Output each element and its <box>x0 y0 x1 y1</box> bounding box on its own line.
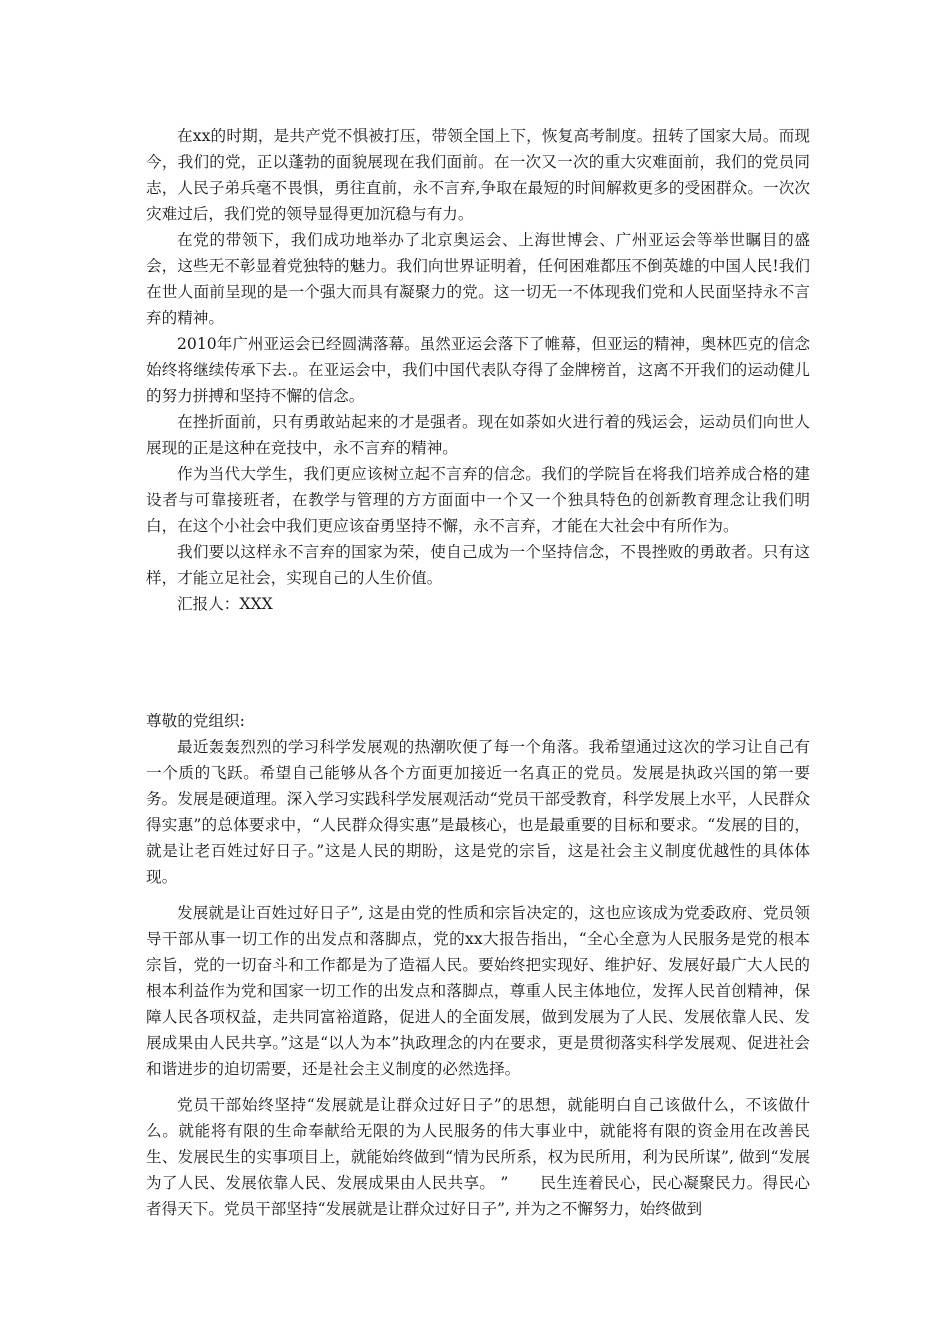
report-two <box>146 708 810 1222</box>
report-one-paragraph: 我们要以这样永不言弃的国家为荣，使自己成为一个坚持信念，不畏挫败的勇敢者。只有这样，才能立足社会，实现自己的人生价值。 <box>146 543 810 587</box>
report-one <box>146 123 810 617</box>
report-one-paragraph: 在挫折面前，只有勇敢站起来的才是强者。现在如荼如火进行着的残运会，运动员们向世人展现的正是这种在竞技中，永不言弃的精神。 <box>146 413 810 457</box>
salutation: 尊敬的党组织: <box>146 712 245 730</box>
report-two-paragraph: 最近轰轰烈烈的学习科学发展观的热潮吹便了每一个角落。我希望通过这次的学习让自己有一个质的飞跃。希望自己能够从各个方面更加接近一名真正的党员。发展是执政兴国的第一要务。发展是硬道理。深入学习实践科学发展观活动“党员干部受教育，科学发展上水平，人民群众得实惠”的总体要求中，“人民群众得实惠”是最核心，也是最重要的目标和要求。“发展的目的，就是让老百姓过好日子。”这是人民的期盼，这是党的宗旨，这是社会主义制度优越性的具体体现。 <box>146 738 810 886</box>
report-two-paragraph: 发展就是让百姓过好日子”, 这是由党的性质和宗旨决定的，这也应该成为党委政府、党员领导干部从事一切工作的出发点和落脚点，党的xx大报告指出，“全心全意为人民服务是党的根本宗旨，党的一切奋斗和工作都是为了造福人民。要始终把实现好、维护好、发展好最广大人民的根本利益作为党和国家一切工作的出发点和落脚点，尊重人民主体地位，发挥人民首创精神，保障人民各项权益，走共同富裕道路，促进人的全面发展，做到发展为了人民、发展依靠人民、发展成果由人民共享。”这是“以人为本”执政理念的内在要求，更是贯彻落实科学发展观、促进社会和谐进步的迫切需要，还是社会主义制度的必然选择。 <box>146 904 810 1078</box>
report-one-paragraph: 在xx的时期，是共产党不惧被打压，带领全国上下，恢复高考制度。扭转了国家大局。而现今，我们的党，正以蓬勃的面貌展现在我们面前。在一次又一次的重大灾难面前，我们的党员同志，人民子弟兵毫不畏惧，勇往直前，永不言弃,争取在最短的时间解救更多的受困群众。一次次灾难过后，我们党的领导显得更加沉稳与有力。 <box>146 127 810 223</box>
report-one-paragraph: 2010年广州亚运会已经圆满落幕。虽然亚运会落下了帷幕，但亚运的精神，奥林匹克的信念始终将继续传承下去.。在亚运会中，我们中国代表队夺得了金牌榜首，这离不开我们的运动健儿的努力拼搏和坚持不懈的信念。 <box>146 335 810 405</box>
report-two-paragraph: 党员干部始终坚持“发展就是让群众过好日子”的思想，就能明白自己该做什么，不该做什么。就能将有限的生命奉献给无限的为人民服务的伟大事业中，就能将有限的资金用在改善民生、发展民生的实事项目上，就能始终做到“情为民所系，权为民所用，利为民所谋”, 做到“发展为了人民、发展依靠人民、发展成果由人民共享。 ” 民生连着民心，民心凝聚民力。得民心者得天下。党员干部坚持“发展就是让群众过好日子”, 并为之不懈努力，始终做到 <box>146 1096 810 1218</box>
report-one-paragraph: 在党的带领下，我们成功地举办了北京奥运会、上海世博会、广州亚运会等举世瞩目的盛会，这些无不彰显着党独特的魅力。我们向世界证明着，任何困难都压不倒英雄的中国人民!我们在世人面前呈现的是一个强大而具有凝聚力的党。这一切无一不体现我们党和人民面坚持永不言弃的精神。 <box>146 231 810 327</box>
report-one-paragraph: 作为当代大学生，我们更应该树立起不言弃的信念。我们的学院旨在将我们培养成合格的建设者与可靠接班者，在教学与管理的方方面面中一个又一个独具特色的创新教育理念让我们明白，在这个小社会中我们更应该奋勇坚持不懈，永不言弃，才能在大社会中有所作为。 <box>146 465 810 535</box>
reporter-signature: 汇报人：XXX <box>177 595 273 613</box>
